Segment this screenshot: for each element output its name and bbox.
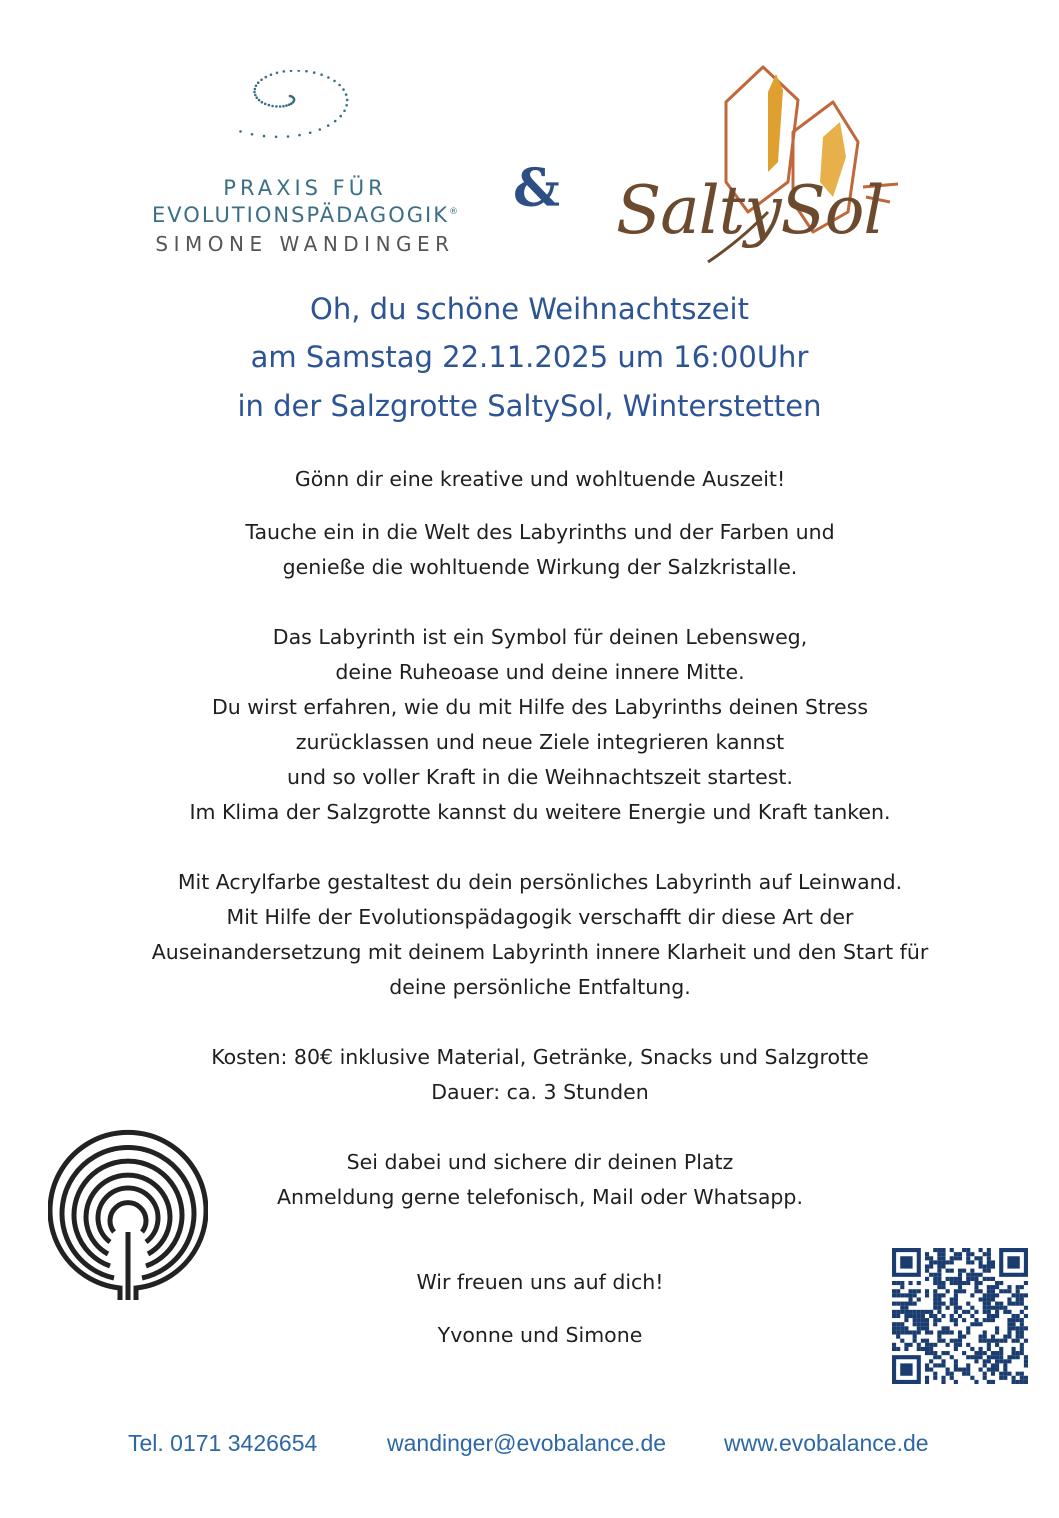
invite-line: genieße die wohltuende Wirkung der Salzkristalle. [282,555,798,579]
labyrinth-line: und so voller Kraft in die Weihnachtszeit startest. [287,765,793,789]
labyrinth-line: Im Klima der Salzgrotte kannst du weitere Energie und Kraft tanken. [189,800,891,824]
painting-line: deine persönliche Entfaltung. [389,975,691,999]
footer-website[interactable]: www.evobalance.de [724,1430,929,1456]
footer-email[interactable]: wandinger@evobalance.de [387,1430,667,1456]
labyrinth-line: Das Labyrinth ist ein Symbol für deinen Lebensweg, [272,625,808,649]
labyrinth-icon [48,1128,208,1308]
intro-text: Gönn dir eine kreative und wohltuende Auszeit! [294,467,786,491]
footer-phone[interactable]: Tel. 0171 3426654 [128,1430,318,1456]
praxis-owner-name: SIMONE WANDINGER [155,232,455,256]
labyrinth-line: deine Ruheoase und deine innere Mitte. [335,660,745,684]
praxis-name-line2: EVOLUTIONSPÄDAGOGIK® [152,203,458,227]
painting-line: Auseinandersetzung mit deinem Labyrinth innere Klarheit und den Start für [151,940,929,964]
closing-text: Wir freuen uns auf dich! [416,1270,664,1294]
signup-line: Anmeldung gerne telefonisch, Mail oder Whatsapp. [277,1185,803,1209]
painting-line: Mit Hilfe der Evolutionspädagogik verschafft dir diese Art der [226,905,854,929]
duration-text: Dauer: ca. 3 Stunden [431,1080,649,1104]
headline-location: in der Salzgrotte SaltySol, Winterstetten [237,389,822,423]
registered-mark: ® [448,207,458,217]
spiral-dots-icon [235,70,475,170]
praxis-name-line1: PRAXIS FÜR [223,176,387,200]
labyrinth-line: Du wirst erfahren, wie du mit Hilfe des Labyrinths deinen Stress [211,695,869,719]
headline-title: Oh, du schöne Weihnachtszeit [310,292,749,326]
qr-code-icon [892,1248,1028,1384]
ampersand: & [513,158,560,219]
invite-line: Tauche ein in die Welt des Labyrinths und der Farben und [245,520,835,544]
saltysol-logo [608,62,908,282]
painting-line: Mit Acrylfarbe gestaltest du dein persönliches Labyrinth auf Leinwand. [177,870,903,894]
headline-date: am Samstag 22.11.2025 um 16:00Uhr [250,340,809,374]
signup-line: Sei dabei und sichere dir deinen Platz [346,1150,734,1174]
cost-text: Kosten: 80€ inklusive Material, Getränke, Snacks und Salzgrotte [211,1045,869,1069]
signature-names: Yvonne und Simone [437,1323,643,1347]
praxis-logo [125,70,485,260]
saltysol-wordmark: SaltySol [616,172,884,249]
labyrinth-line: zurücklassen und neue Ziele integrieren kannst [295,730,785,754]
